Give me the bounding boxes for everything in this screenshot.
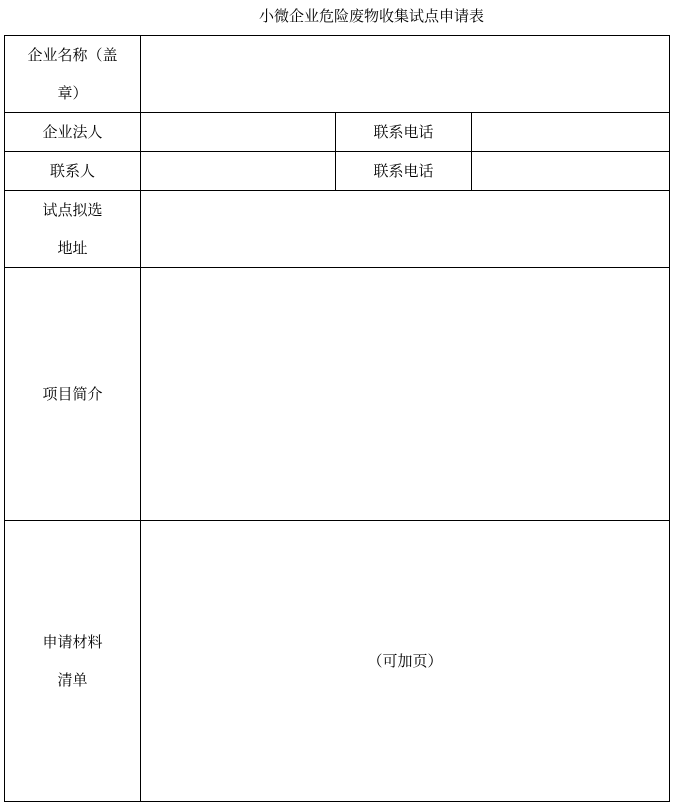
application-form-table xyxy=(4,35,670,802)
project-intro-label: 项目简介 xyxy=(5,268,141,521)
contact-person-field[interactable] xyxy=(141,152,336,191)
materials-list-label xyxy=(5,521,141,802)
materials-list-row xyxy=(5,521,670,802)
legal-person-phone-field[interactable] xyxy=(472,113,670,152)
materials-list-label-line2: 清单 xyxy=(57,671,88,689)
pilot-address-label-line2: 地址 xyxy=(57,239,88,257)
company-name-label-line2: 章） xyxy=(57,84,88,102)
contact-person-phone-label: 联系电话 xyxy=(336,152,472,191)
project-intro-row xyxy=(5,268,670,521)
contact-person-phone-field[interactable] xyxy=(472,152,670,191)
legal-person-label: 企业法人 xyxy=(5,113,141,152)
pilot-address-label xyxy=(5,191,141,268)
company-name-field[interactable] xyxy=(141,36,670,113)
company-name-label xyxy=(5,36,141,113)
pilot-address-field[interactable] xyxy=(141,191,670,268)
company-name-row xyxy=(5,36,670,113)
project-intro-field[interactable] xyxy=(141,268,670,521)
company-name-label-line1: 企业名称（盖 xyxy=(27,46,118,64)
legal-person-phone-label: 联系电话 xyxy=(336,113,472,152)
legal-person-field[interactable] xyxy=(141,113,336,152)
form-title-text: 小微企业危险废物收集试点申请表 xyxy=(258,7,484,25)
pilot-address-label-line1: 试点拟选 xyxy=(42,201,103,219)
contact-person-label: 联系人 xyxy=(5,152,141,191)
contact-person-row xyxy=(5,152,670,191)
legal-person-row xyxy=(5,113,670,152)
materials-list-field[interactable] xyxy=(141,521,670,802)
form-title xyxy=(0,6,673,26)
materials-list-label-line1: 申请材料 xyxy=(42,633,103,651)
pilot-address-row xyxy=(5,191,670,268)
materials-list-note: （可加页） xyxy=(367,652,443,670)
